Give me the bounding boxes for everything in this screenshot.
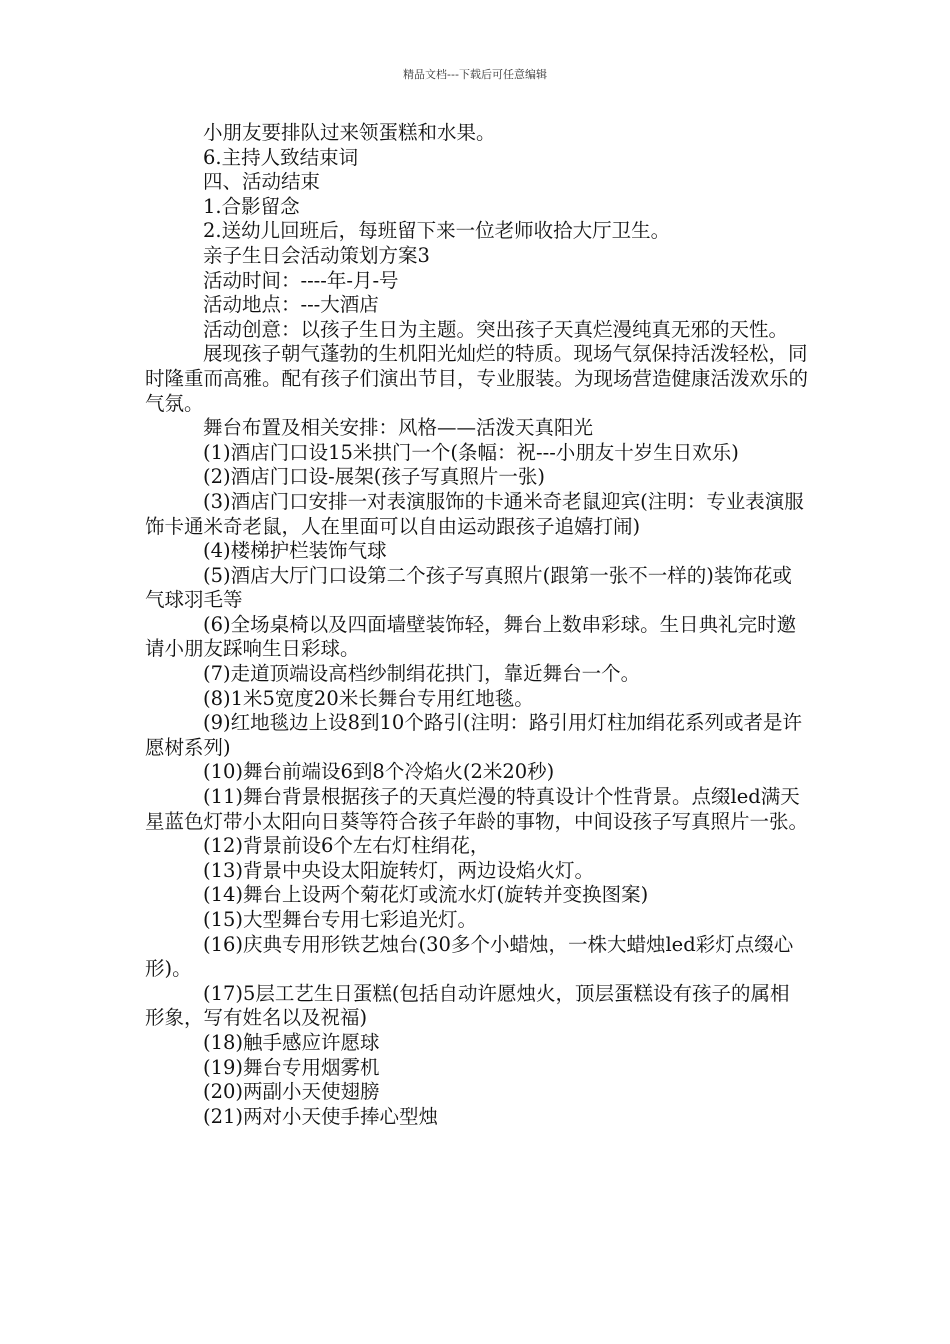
paragraph: 6.主持人致结束词 <box>203 145 359 169</box>
paragraph: (4)楼梯护栏装饰气球 <box>203 539 387 563</box>
paragraph: (1)酒店门口设15米拱门一个(条幅：祝---小朋友十岁生日欢乐) <box>203 440 739 464</box>
paragraph: (13)背景中央设太阳旋转灯，两边设焰火灯。 <box>203 858 595 882</box>
paragraph: (18)触手感应许愿球 <box>203 1030 380 1054</box>
paragraph: 舞台布置及相关安排：风格——活泼天真阳光 <box>203 416 594 440</box>
paragraph: (3)酒店门口安排一对表演服饰的卡通米奇老鼠迎宾(注明：专业表演服饰卡通米奇老鼠，人在里面可以自由运动跟孩子追嬉打闹) <box>145 489 804 538</box>
paragraph: (9)红地毯边上设8到10个路引(注明：路引用灯柱加绢花系列或者是许愿树系列) <box>145 711 802 759</box>
paragraph: 活动时间：----年-月-号 <box>203 268 399 292</box>
paragraph: 四、活动结束 <box>203 170 321 194</box>
paragraph: (20)两副小天使翅膀 <box>203 1080 380 1104</box>
paragraph: (12)背景前设6个左右灯柱绢花， <box>203 834 490 858</box>
paragraph: (15)大型舞台专用七彩追光灯。 <box>203 908 478 931</box>
paragraph: 小朋友要排队过来领蛋糕和水果。 <box>203 121 496 144</box>
document-body <box>145 121 808 1129</box>
paragraph: (8)1米5宽度20米长舞台专用红地毯。 <box>203 686 534 710</box>
paragraph: 活动地点：---大酒店 <box>203 293 379 317</box>
paragraph: (19)舞台专用烟雾机 <box>203 1055 380 1079</box>
paragraph: (14)舞台上设两个菊花灯或流水灯(旋转并变换图案) <box>203 883 649 907</box>
paragraph: (17)5层工艺生日蛋糕(包括自动许愿烛火，顶层蛋糕设有孩子的属相形象，写有姓名以及祝福) <box>145 981 790 1030</box>
header-watermark: 精品文档---下载后可任意编辑 <box>403 68 547 81</box>
paragraph: (7)走道顶端设高档纱制绢花拱门，靠近舞台一个。 <box>203 662 641 686</box>
paragraph: (10)舞台前端设6到8个冷焰火(2米20秒) <box>203 760 555 784</box>
paragraph: (5)酒店大厅门口设第二个孩子写真照片(跟第一张不一样的)装饰花或气球羽毛等 <box>145 563 792 612</box>
paragraph: 展现孩子朝气蓬勃的生机阳光灿烂的特质。现场气氛保持活泼轻松，同时隆重而高雅。配有孩子们演出节目，专业服装。为现场营造健康活泼欢乐的气氛。 <box>145 342 809 415</box>
paragraph: 1.合影留念 <box>203 194 300 218</box>
paragraph: 活动创意：以孩子生日为主题。突出孩子天真烂漫纯真无邪的天性。 <box>203 317 789 341</box>
paragraph: (21)两对小天使手捧心型烛 <box>203 1104 439 1128</box>
paragraph: (2)酒店门口设-展架(孩子写真照片一张) <box>203 465 545 489</box>
paragraph: 2.送幼儿回班后，每班留下来一位老师收拾大厅卫生。 <box>203 219 671 243</box>
paragraph: (11)舞台背景根据孩子的天真烂漫的特真设计个性背景。点缀led满天星蓝色灯带小太阳向日葵等符合孩子年龄的事物，中间设孩子写真照片一张。 <box>145 785 809 833</box>
paragraph: (16)庆典专用形铁艺烛台(30多个小蜡烛，一株大蜡烛led彩灯点缀心形)。 <box>145 932 794 981</box>
paragraph: 亲子生日会活动策划方案3 <box>203 243 430 267</box>
paragraph: (6)全场桌椅以及四面墙壁装饰轻，舞台上数串彩球。生日典礼完时邀请小朋友踩响生日彩球。 <box>145 612 797 661</box>
